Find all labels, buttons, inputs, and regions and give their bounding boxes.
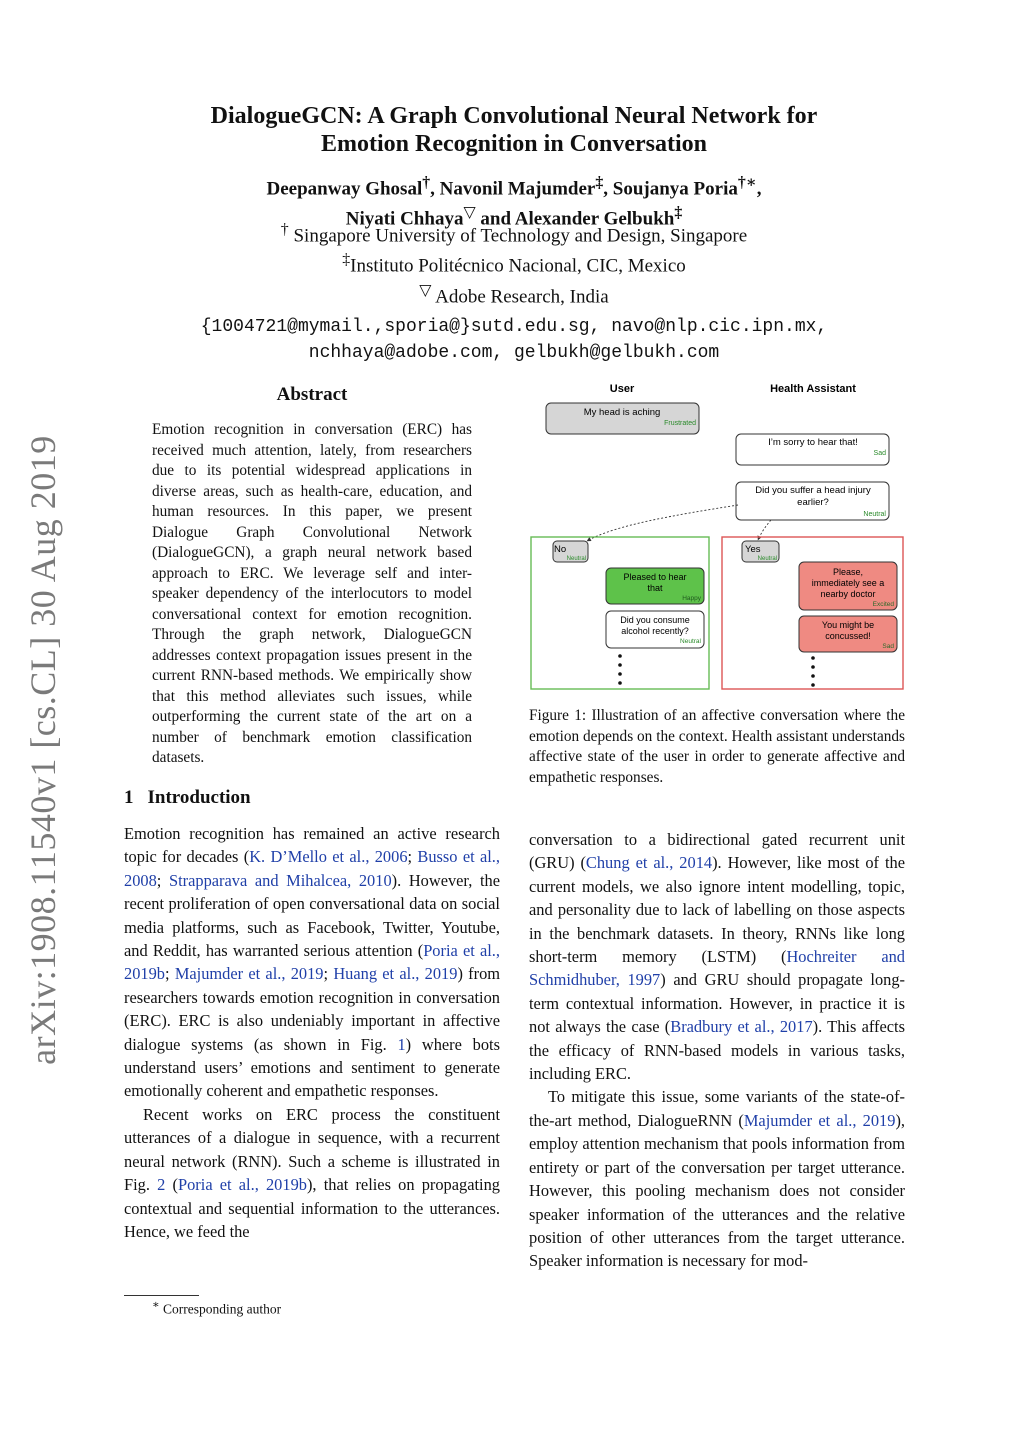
user-reply-yes xyxy=(742,541,779,562)
utterance-line-1: Did you suffer a head injury xyxy=(755,485,871,496)
emotion-label: Sad xyxy=(882,643,894,650)
author-name: , Navonil Majumder xyxy=(430,178,596,200)
footnote-text: Corresponding author xyxy=(159,1301,282,1317)
affiliation-mark: ▽ xyxy=(419,281,432,299)
body-text: ; xyxy=(323,964,334,984)
author-name: Deepanway Ghosal xyxy=(266,178,423,200)
citation-link[interactable]: Majumder et al., 2019 xyxy=(174,964,324,984)
affiliation-mark: ‡ xyxy=(342,251,351,269)
body-text: Emotion recognition has remained an active research topic for decades ( xyxy=(124,824,500,867)
citation-link[interactable]: Majumder et al., 2019 xyxy=(743,1110,896,1130)
continuation-dots-right xyxy=(811,656,815,687)
column-header-user: User xyxy=(609,383,635,395)
affiliations xyxy=(120,218,908,309)
emotion-label: Frustrated xyxy=(664,420,696,427)
caption-text: Illustration of an affective conversation where the emotion depends on the context. Health assistant understands affective state of the user in order to generate affective and empathetic responses. xyxy=(529,707,905,786)
emotion-label: Sad xyxy=(873,450,886,457)
assistant-utterance-1 xyxy=(736,434,889,465)
user-utterance-1 xyxy=(546,403,699,434)
citation-link[interactable]: Poria et al., 2019b xyxy=(124,941,501,984)
citation-link[interactable]: Chung et al., 2014 xyxy=(585,853,713,873)
affiliation-3 xyxy=(120,279,908,309)
author-mark: ‡ xyxy=(595,174,604,191)
author-line-1 xyxy=(120,171,908,201)
footnote xyxy=(152,1298,281,1318)
title-line-1: DialogueGCN: A Graph Convolutional Neural Network for xyxy=(210,103,818,129)
body-text: ) where bots understand users’ emotions and sentiment to generate emotionally coherent and empathetic responses. xyxy=(124,1034,500,1101)
affiliation-text: Singapore University of Technology and Design, Singapore xyxy=(288,225,748,247)
emotion-label: Neutral xyxy=(863,511,886,518)
utterance-line-1: Did you consume xyxy=(620,615,690,625)
author-separator: , xyxy=(756,178,762,200)
figure-reference-link[interactable]: 1 xyxy=(397,1034,406,1054)
body-text: ; xyxy=(407,847,418,867)
utterance-line-1: Please, xyxy=(832,567,864,577)
citation-link[interactable]: Hochreiter and Schmidhuber, 1997 xyxy=(529,947,905,990)
body-paragraph-2 xyxy=(529,1085,905,1272)
citation-link[interactable]: Strapparava and Mihalcea, 2010 xyxy=(168,870,392,890)
footnote-rule xyxy=(124,1295,199,1296)
assistant-reply-excited xyxy=(799,562,897,610)
body-text: Recent works on ERC process the constituent utterances of a dialogue in sequence, with a recurrent neural network (RNN). Such a scheme is illustrated in Fig. xyxy=(124,1104,500,1195)
utterance-line-2: earlier? xyxy=(797,497,829,508)
author-mark: † xyxy=(422,174,431,191)
section-number: 1 xyxy=(124,787,134,808)
body-text: conversation to a bidirectional gated recurrent unit (GRU) ( xyxy=(529,830,905,873)
assistant-reply-happy xyxy=(606,568,704,604)
body-text: ), employ attention mechanism that pools information from entirety or part of the conversation per target utterance. However, this pooling mechanism does not consider speaker information of the utterances and the relative position of other utterances from the target utterance. Speaker information is necessary for mod- xyxy=(529,1110,906,1271)
title-line-2: Emotion Recognition in Conversation xyxy=(320,131,707,157)
body-text: ). However, the recent proliferation of open conversational data on social media platforms, such as Facebook, Twitter, Youtube, and Reddit, has warranted serious attention ( xyxy=(124,870,500,961)
author-name: and Alexander Gelbukh xyxy=(475,208,675,230)
assistant-utterance-2 xyxy=(736,482,889,520)
utterance-line-2: alcohol recently? xyxy=(621,626,689,636)
footnote-mark: ∗ xyxy=(152,1299,160,1311)
intro-paragraph-1 xyxy=(124,822,500,1103)
utterance-text: My head is aching xyxy=(583,407,661,418)
author-name: Niyati Chhaya xyxy=(345,208,464,230)
email-line-1: {1004721@mymail.,sporia@}sutd.edu.sg, navo@nlp.cic.ipn.mx, xyxy=(200,317,828,337)
figure-1-caption xyxy=(529,706,905,788)
utterance-line-2: that xyxy=(647,583,663,593)
author-mark: †∗ xyxy=(737,174,757,191)
utterance-text: I’m sorry to hear that! xyxy=(768,437,858,448)
affiliation-1 xyxy=(120,218,908,248)
right-column-body xyxy=(529,828,905,1273)
utterance-line-1: You might be xyxy=(821,620,875,630)
utterance-line-2: immediately see a xyxy=(811,578,885,588)
citation-link[interactable]: Huang et al., 2019 xyxy=(333,964,458,984)
column-header-assistant: Health Assistant xyxy=(770,383,856,395)
emotion-label: Neutral xyxy=(566,556,586,562)
body-text: To mitigate this issue, some variants of the state-of-the-art method, DialogueRNN ( xyxy=(529,1087,905,1130)
author-emails xyxy=(120,314,908,366)
emotion-label: Happy xyxy=(682,595,701,602)
utterance-line-1: Pleased to hear xyxy=(623,572,687,582)
utterance-line-2: concussed! xyxy=(825,631,871,641)
arxiv-identifier-text: arXiv:1908.11540v1 [cs.CL] 30 Aug 2019 xyxy=(23,435,63,1065)
affiliation-2 xyxy=(120,248,908,278)
paper-title xyxy=(120,102,908,158)
assistant-reply-sad xyxy=(799,616,897,652)
citation-link[interactable]: K. D’Mello et al., 2006 xyxy=(249,847,408,867)
emotion-label: Excited xyxy=(872,601,894,608)
section-title: Introduction xyxy=(147,787,251,808)
body-text: ( xyxy=(165,1175,178,1195)
body-paragraph-1 xyxy=(529,828,905,1085)
caption-label: Figure 1: xyxy=(529,707,587,724)
left-column-body xyxy=(124,822,500,1243)
emotion-label: Neutral xyxy=(680,638,701,645)
author-mark: ▽ xyxy=(463,204,476,222)
user-reply-no xyxy=(553,541,588,562)
body-text: ). This affects the efficacy of RNN-based models in various tasks, including ERC. xyxy=(529,1017,905,1084)
figure-reference-link[interactable]: 2 xyxy=(157,1175,166,1195)
body-text: ), that relies on propagating contextual and sequential information to the utterances. Hence, we feed the xyxy=(124,1175,500,1241)
continuation-dots-left xyxy=(618,654,622,685)
email-line-2: nchhaya@adobe.com, gelbukh@gelbukh.com xyxy=(308,343,720,363)
intro-paragraph-2 xyxy=(124,1103,500,1243)
body-text: ) and GRU should propagate long-term contextual information. However, in practice it is not always the case ( xyxy=(529,970,905,1037)
abstract-heading: Abstract xyxy=(276,384,348,405)
citation-link[interactable]: Bradbury et al., 2017 xyxy=(670,1017,813,1037)
affiliation-text: Instituto Politécnico Nacional, CIC, Mexico xyxy=(350,255,686,277)
utterance-text: Yes xyxy=(745,544,761,555)
citation-link[interactable]: Poria et al., 2019b xyxy=(178,1175,307,1195)
section-heading-introduction xyxy=(124,787,251,809)
body-text: ) from researchers towards emotion recognition in conversation (ERC). ERC is also undeniably important in affective dialogue systems (as shown in Fig. xyxy=(124,964,501,1054)
utterance-text: No xyxy=(554,544,567,555)
utterance-line-3: nearby doctor xyxy=(820,589,876,599)
branch-arrow-left xyxy=(587,505,738,541)
affiliation-text: Adobe Research, India xyxy=(431,285,609,307)
assistant-reply-neutral xyxy=(606,611,704,648)
affiliation-mark: † xyxy=(280,221,289,238)
abstract-text: Emotion recognition in conversation (ERC) has received much attention, lately, from researchers due to its potential widespread applications in diverse areas, such as health-care, education, and human resources. In this paper, we present Dialogue Graph Convolutional Network (DialogueGCN), a graph neural network based approach to ERC. We leverage self and inter-speaker dependency of the interlocutors to model conversational context for emotion recognition. Through the graph network, DialogueGCN addresses context propagation issues present in the current RNN-based methods. We empirically show that this method alleviates such issues, while outperforming the current state of the art on a number of benchmark emotion classification datasets. xyxy=(152,421,472,766)
body-text: ; xyxy=(164,964,175,984)
author-mark: ‡ xyxy=(674,204,683,222)
emotion-label: Neutral xyxy=(757,556,777,562)
figure-1-diagram xyxy=(525,375,910,695)
author-name: , Soujanya Poria xyxy=(603,178,738,200)
citation-link[interactable]: Busso et al., 2008 xyxy=(124,847,501,890)
body-text: ). However, like most of the current models, we also ignore intent modelling, topic, and personality due to lack of labelling on those aspects in the benchmark datasets. In theory, RNNs like long short-term memory (LSTM) ( xyxy=(529,853,905,967)
body-text: ; xyxy=(156,870,169,890)
arxiv-identifier xyxy=(18,435,68,1065)
